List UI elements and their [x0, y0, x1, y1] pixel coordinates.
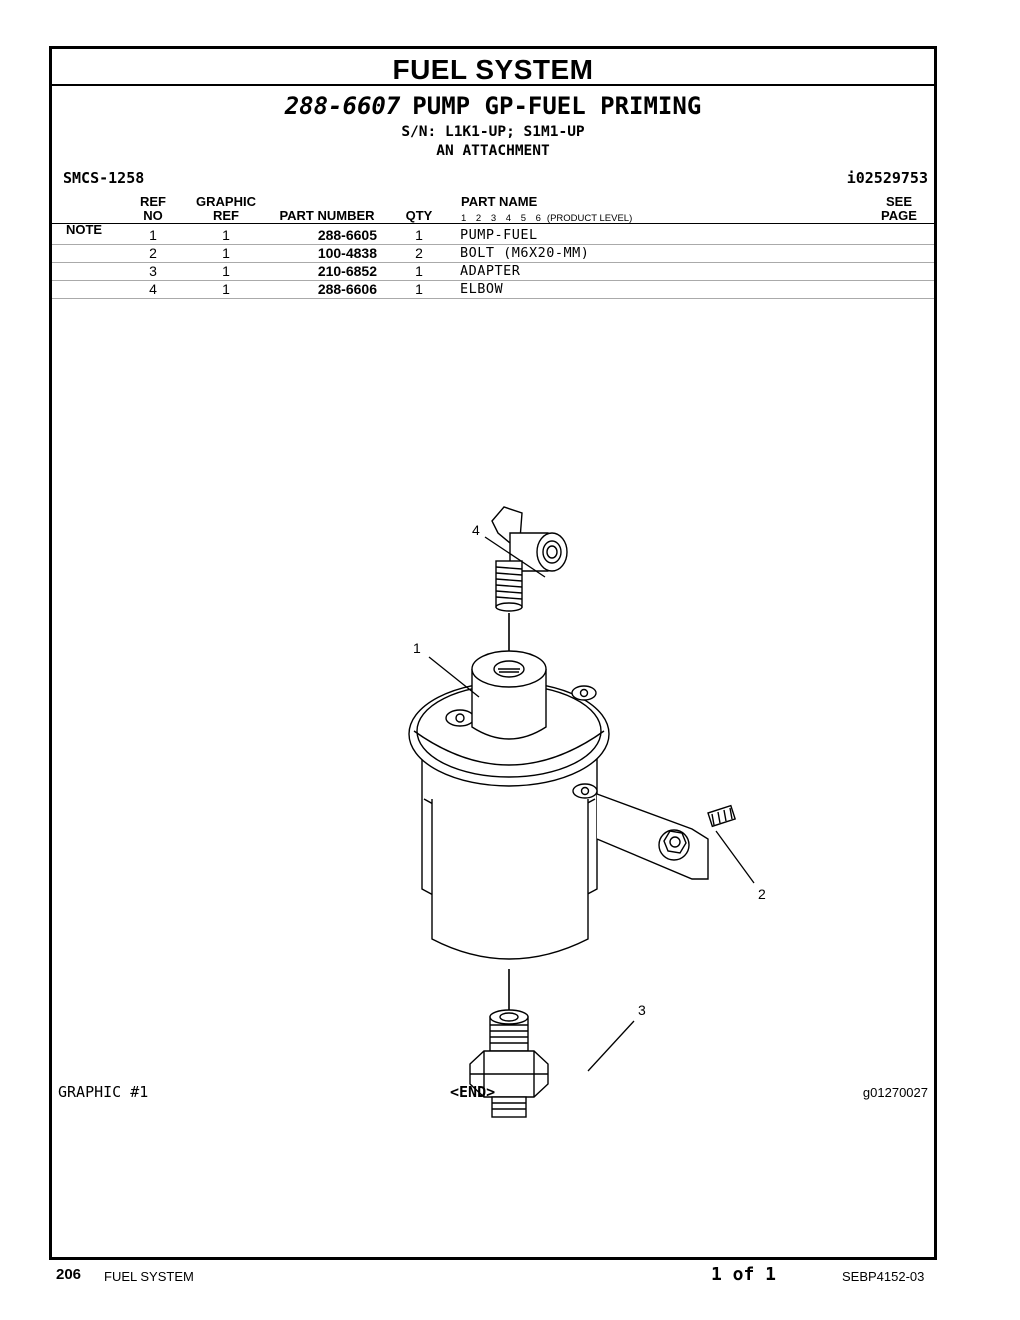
header-rule [52, 223, 934, 224]
pump-body-part [409, 651, 609, 959]
row-part-number: 210-6852 [317, 263, 377, 279]
col-header-ref-no: REF NO [140, 194, 166, 223]
footer-page-number: 206 [56, 1266, 82, 1283]
row-part-name: ELBOW [460, 281, 504, 297]
row-ref-no: 3 [149, 263, 157, 279]
col-header-graphic-ref: GRAPHIC REF [196, 194, 256, 223]
row-part-name: PUMP-FUEL [460, 227, 538, 243]
part-group-title [52, 91, 934, 121]
callout-2: 2 [758, 886, 766, 902]
page-frame [49, 46, 937, 1260]
callout-3: 3 [638, 1002, 646, 1018]
serial-numbers: S/N: L1K1-UP; S1M1-UP [401, 124, 585, 140]
graphic-label: GRAPHIC #1 [58, 1083, 149, 1101]
row-ref-no: 4 [149, 281, 157, 297]
row-graphic-ref: 1 [222, 263, 230, 279]
footer-page-of: 1 of 1 [711, 1264, 777, 1285]
row-ref-no: 2 [149, 245, 157, 261]
row-qty: 1 [415, 281, 423, 297]
row-graphic-ref: 1 [222, 245, 230, 261]
attachment-note: AN ATTACHMENT [436, 143, 550, 159]
row-part-number: 100-4838 [317, 245, 377, 261]
col-header-qty: QTY [405, 208, 433, 223]
row-part-name: ADAPTER [460, 263, 521, 279]
row-qty: 1 [415, 227, 423, 243]
row-qty: 1 [415, 263, 423, 279]
col-header-part-number: PART NUMBER [279, 208, 375, 223]
row-part-number: 288-6605 [317, 227, 377, 243]
footer-section: FUEL SYSTEM [104, 1269, 194, 1284]
footer-document-id: SEBP4152-03 [842, 1269, 925, 1284]
system-title: FUEL SYSTEM [52, 51, 934, 86]
col-header-part-name: PART NAME [461, 194, 538, 209]
row-qty: 2 [415, 245, 423, 261]
callout-4: 4 [472, 522, 480, 538]
bracket-bolt-part [597, 794, 735, 879]
illustration-id: i02529753 [846, 169, 928, 187]
row-ref-no: 1 [149, 227, 157, 243]
col-header-note: NOTE [65, 222, 103, 237]
elbow-part [492, 507, 567, 611]
row-divider [52, 298, 934, 299]
smcs-code: SMCS-1258 [63, 169, 145, 187]
row-part-name: BOLT (M6X20-MM) [460, 245, 590, 261]
part-group-number: 288-6607 [284, 92, 401, 120]
row-graphic-ref: 1 [222, 227, 230, 243]
graphic-id: g01270027 [862, 1085, 928, 1100]
product-levels: 1 2 3 4 5 6 (PRODUCT LEVEL) [461, 213, 633, 224]
part-group-name: PUMP GP-FUEL PRIMING [412, 92, 702, 120]
exploded-view-drawing [352, 469, 772, 1129]
col-header-see-page: SEE PAGE [881, 194, 917, 223]
callout-1: 1 [413, 640, 421, 656]
row-part-number: 288-6606 [317, 281, 377, 297]
end-marker: <END> [450, 1083, 496, 1101]
row-graphic-ref: 1 [222, 281, 230, 297]
